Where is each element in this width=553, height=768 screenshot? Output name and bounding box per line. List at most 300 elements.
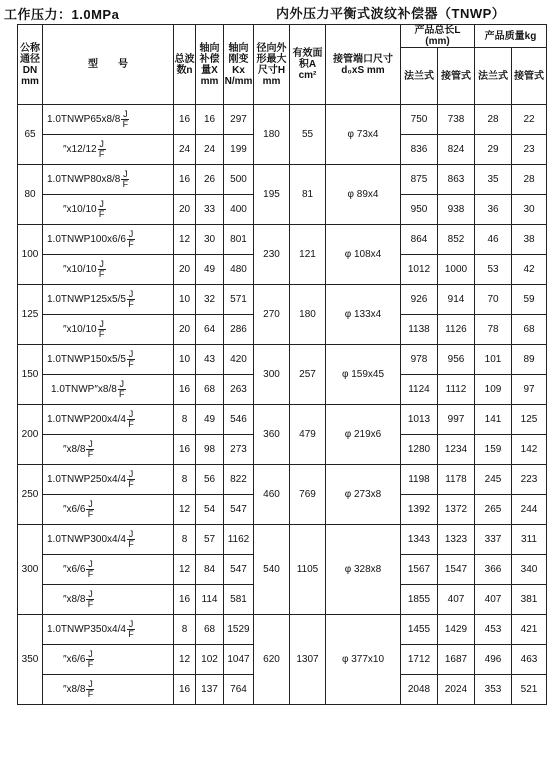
type-fraction [98,260,106,279]
waves-cell: 16 [174,585,196,615]
length-pipe-cell: 2024 [438,675,475,705]
type-fraction [127,350,135,369]
length-pipe-cell: 1178 [438,465,475,495]
stiff-cell: 547 [224,555,254,585]
length-pipe-cell: 997 [438,405,475,435]
length-pipe-cell: 407 [438,585,475,615]
stiff-cell: 400 [224,195,254,225]
spec-table [17,24,547,705]
waves-cell: 12 [174,645,196,675]
length-pipe-cell: 1372 [438,495,475,525]
waves-cell: 20 [174,195,196,225]
weight-flange-cell: 453 [475,615,512,645]
model-text: 1.0TNWP200x4/4 [47,414,126,426]
col-length-pipe: 接管式 [438,48,475,105]
col-weight-flange: 法兰式 [475,48,512,105]
type-j: J [99,139,104,149]
weight-pipe-cell: 340 [512,555,547,585]
length-flange-cell: 1455 [401,615,438,645]
stiff-cell: 297 [224,105,254,135]
type-f: F [128,479,134,489]
type-j: J [128,289,134,299]
pipe-cell: φ 377x10 [326,615,401,705]
weight-pipe-cell: 30 [512,195,547,225]
waves-cell: 12 [174,495,196,525]
col-dn: 公称通径DN mm [18,25,43,105]
weight-pipe-cell: 125 [512,405,547,435]
weight-flange-cell: 245 [475,465,512,495]
waves-cell: 16 [174,375,196,405]
col-waves: 总波数n [174,25,196,105]
weight-pipe-cell: 244 [512,495,547,525]
length-flange-cell: 1392 [401,495,438,525]
model-text: 1.0TNWP100x6/6 [47,234,126,246]
waves-cell: 16 [174,675,196,705]
stiff-cell: 500 [224,165,254,195]
type-fraction [127,470,135,489]
type-fraction [127,290,135,309]
dn-cell: 65 [18,105,43,165]
type-fraction [127,620,135,639]
weight-flange-cell: 159 [475,435,512,465]
type-j: J [128,529,134,539]
pipe-cell: φ 328x8 [326,525,401,615]
type-j: J [123,109,128,119]
type-f: F [128,539,134,549]
type-fraction [86,680,94,699]
dn-cell: 300 [18,525,43,615]
col-comp: 轴向补偿量X mm [196,25,224,105]
od-cell: 180 [254,105,290,165]
comp-cell: 68 [196,375,224,405]
table-row [18,285,547,315]
type-f: F [128,419,134,429]
stiff-cell: 801 [224,225,254,255]
length-pipe-cell: 1429 [438,615,475,645]
length-flange-cell: 926 [401,285,438,315]
stiff-cell: 480 [224,255,254,285]
comp-cell: 30 [196,225,224,255]
table-title: 内外压力平衡式波纹补偿器（TNWP） [276,6,506,21]
model-cell [43,315,174,345]
weight-flange-cell: 36 [475,195,512,225]
dn-cell: 80 [18,165,43,225]
weight-pipe-cell: 223 [512,465,547,495]
weight-flange-cell: 141 [475,405,512,435]
area-cell: 81 [290,165,326,225]
dn-cell: 200 [18,405,43,465]
model-cell [43,555,174,585]
weight-flange-cell: 101 [475,345,512,375]
stiff-cell: 286 [224,315,254,345]
table-row [18,405,547,435]
type-fraction [127,410,135,429]
waves-cell: 16 [174,435,196,465]
type-fraction [86,560,94,579]
comp-cell: 56 [196,465,224,495]
weight-flange-cell: 28 [475,105,512,135]
pipe-cell: φ 273x8 [326,465,401,525]
type-fraction [98,320,106,339]
weight-flange-cell: 53 [475,255,512,285]
stiff-cell: 199 [224,135,254,165]
type-fraction [98,200,106,219]
comp-cell: 102 [196,645,224,675]
model-text: 1.0TNWP150x5/5 [47,354,126,366]
weight-pipe-cell: 42 [512,255,547,285]
length-flange-cell: 836 [401,135,438,165]
type-fraction [98,140,106,159]
type-f: F [128,629,134,639]
stiff-cell: 764 [224,675,254,705]
table-row [18,615,547,645]
weight-pipe-cell: 97 [512,375,547,405]
type-fraction [127,530,135,549]
stiff-cell: 581 [224,585,254,615]
length-flange-cell: 1124 [401,375,438,405]
type-f: F [122,179,129,189]
length-pipe-cell: 863 [438,165,475,195]
stiff-cell: 571 [224,285,254,315]
type-f: F [87,449,94,459]
length-flange-cell: 978 [401,345,438,375]
length-flange-cell: 750 [401,105,438,135]
stiff-cell: 420 [224,345,254,375]
type-j: J [99,199,104,209]
type-f: F [87,569,94,579]
model-cell [43,615,174,645]
weight-pipe-cell: 421 [512,615,547,645]
dn-cell: 125 [18,285,43,345]
model-text: 1.0TNWP65x8/8 [47,114,121,126]
dn-cell: 100 [18,225,43,285]
length-pipe-cell: 914 [438,285,475,315]
length-pipe-cell: 1126 [438,315,475,345]
dn-cell: 350 [18,615,43,705]
waves-cell: 12 [174,225,196,255]
waves-cell: 10 [174,285,196,315]
area-cell: 55 [290,105,326,165]
type-j: J [88,499,93,509]
length-pipe-cell: 1547 [438,555,475,585]
col-pipe: 接管端口尺寸d₀xS mm [326,25,401,105]
model-text: ″x8/8 [63,594,86,606]
od-cell: 195 [254,165,290,225]
comp-cell: 26 [196,165,224,195]
col-weight: 产品质量kg [475,25,547,48]
comp-cell: 98 [196,435,224,465]
col-od: 径向外形最大尺寸H mm [254,25,290,105]
table-row [18,525,547,555]
type-j: J [123,169,128,179]
model-cell [43,345,174,375]
weight-flange-cell: 35 [475,165,512,195]
od-cell: 540 [254,525,290,615]
weight-flange-cell: 46 [475,225,512,255]
waves-cell: 20 [174,255,196,285]
type-f: F [98,209,105,219]
page-header [0,0,553,22]
type-f: F [87,509,94,519]
model-cell [43,675,174,705]
weight-flange-cell: 29 [475,135,512,165]
comp-cell: 32 [196,285,224,315]
comp-cell: 57 [196,525,224,555]
length-flange-cell: 1198 [401,465,438,495]
model-cell [43,495,174,525]
od-cell: 230 [254,225,290,285]
table-row [18,225,547,255]
pipe-cell: φ 89x4 [326,165,401,225]
comp-cell: 54 [196,495,224,525]
comp-cell: 114 [196,585,224,615]
col-length: 产品总长L (mm) [401,25,475,48]
comp-cell: 137 [196,675,224,705]
area-cell: 1307 [290,615,326,705]
area-cell: 121 [290,225,326,285]
model-cell [43,105,174,135]
weight-pipe-cell: 38 [512,225,547,255]
waves-cell: 8 [174,525,196,555]
weight-flange-cell: 337 [475,525,512,555]
waves-cell: 20 [174,315,196,345]
weight-flange-cell: 353 [475,675,512,705]
weight-flange-cell: 109 [475,375,512,405]
comp-cell: 49 [196,255,224,285]
waves-cell: 10 [174,345,196,375]
weight-flange-cell: 70 [475,285,512,315]
dn-cell: 250 [18,465,43,525]
table-row [18,345,547,375]
model-text: 1.0TNWP350x4/4 [47,624,126,636]
model-cell [43,405,174,435]
model-text: 1.0TNWP250x4/4 [47,474,126,486]
type-fraction [127,230,135,249]
length-flange-cell: 875 [401,165,438,195]
model-cell [43,195,174,225]
length-flange-cell: 1343 [401,525,438,555]
model-text: 1.0TNWP125x5/5 [47,294,126,306]
length-flange-cell: 1138 [401,315,438,345]
type-fraction [86,500,94,519]
dn-cell: 150 [18,345,43,405]
length-flange-cell: 1567 [401,555,438,585]
model-cell [43,585,174,615]
length-pipe-cell: 956 [438,345,475,375]
comp-cell: 49 [196,405,224,435]
model-cell [43,135,174,165]
model-text: ″x8/8 [63,684,86,696]
waves-cell: 12 [174,555,196,585]
type-j: J [128,409,134,419]
waves-cell: 16 [174,165,196,195]
stiff-cell: 546 [224,405,254,435]
type-j: J [99,259,104,269]
type-j: J [88,559,93,569]
model-text: 1.0TNWP″x8/8 [51,384,117,396]
type-j: J [88,439,93,449]
model-text: ″x8/8 [63,444,86,456]
weight-pipe-cell: 381 [512,585,547,615]
weight-flange-cell: 78 [475,315,512,345]
type-fraction [86,650,94,669]
type-j: J [128,349,134,359]
type-f: F [128,239,134,249]
model-cell [43,645,174,675]
col-model: 型 号 [43,25,174,105]
comp-cell: 68 [196,615,224,645]
col-stiff: 轴向刚变Kx N/mm [224,25,254,105]
type-f: F [119,389,125,399]
working-pressure: 工作压力：1.0MPa [4,7,120,22]
length-pipe-cell: 738 [438,105,475,135]
type-j: J [128,469,134,479]
stiff-cell: 273 [224,435,254,465]
length-flange-cell: 2048 [401,675,438,705]
length-flange-cell: 1855 [401,585,438,615]
type-f: F [98,149,105,159]
type-fraction [121,170,129,189]
stiff-cell: 1047 [224,645,254,675]
weight-pipe-cell: 89 [512,345,547,375]
model-cell [43,435,174,465]
type-f: F [128,299,134,309]
weight-flange-cell: 496 [475,645,512,675]
stiff-cell: 547 [224,495,254,525]
type-f: F [87,599,94,609]
type-j: J [99,319,104,329]
weight-pipe-cell: 142 [512,435,547,465]
od-cell: 460 [254,465,290,525]
weight-pipe-cell: 68 [512,315,547,345]
type-j: J [88,679,93,689]
length-flange-cell: 1280 [401,435,438,465]
stiff-cell: 1529 [224,615,254,645]
model-text: ″x10/10 [63,264,97,276]
col-area: 有效面积A cm² [290,25,326,105]
length-pipe-cell: 1323 [438,525,475,555]
od-cell: 360 [254,405,290,465]
comp-cell: 84 [196,555,224,585]
model-text: ″x6/6 [63,654,86,666]
weight-flange-cell: 366 [475,555,512,585]
waves-cell: 8 [174,405,196,435]
type-j: J [119,379,125,389]
area-cell: 479 [290,405,326,465]
length-pipe-cell: 1000 [438,255,475,285]
model-text: ″x10/10 [63,204,97,216]
od-cell: 620 [254,615,290,705]
type-fraction [118,380,126,399]
length-flange-cell: 864 [401,225,438,255]
length-pipe-cell: 1234 [438,435,475,465]
od-cell: 270 [254,285,290,345]
type-j: J [88,649,93,659]
pipe-cell: φ 133x4 [326,285,401,345]
model-cell [43,285,174,315]
type-f: F [122,119,129,129]
model-cell [43,465,174,495]
type-f: F [98,329,105,339]
comp-cell: 24 [196,135,224,165]
length-flange-cell: 1013 [401,405,438,435]
model-text: 1.0TNWP300x4/4 [47,534,126,546]
table-row [18,165,547,195]
length-flange-cell: 1712 [401,645,438,675]
pipe-cell: φ 108x4 [326,225,401,285]
weight-pipe-cell: 463 [512,645,547,675]
area-cell: 257 [290,345,326,405]
col-weight-pipe: 接管式 [512,48,547,105]
od-cell: 300 [254,345,290,405]
weight-pipe-cell: 59 [512,285,547,315]
table-body [18,105,547,705]
model-text: ″x6/6 [63,504,86,516]
type-j: J [128,619,134,629]
stiff-cell: 1162 [224,525,254,555]
type-f: F [128,359,134,369]
length-pipe-cell: 824 [438,135,475,165]
pipe-cell: φ 73x4 [326,105,401,165]
model-cell [43,255,174,285]
pipe-cell: φ 219x6 [326,405,401,465]
col-length-flange: 法兰式 [401,48,438,105]
type-fraction [86,440,94,459]
type-fraction [86,590,94,609]
weight-pipe-cell: 28 [512,165,547,195]
weight-pipe-cell: 22 [512,105,547,135]
weight-pipe-cell: 311 [512,525,547,555]
pipe-cell: φ 159x45 [326,345,401,405]
weight-pipe-cell: 23 [512,135,547,165]
type-j: J [128,229,134,239]
model-cell [43,165,174,195]
table-row [18,465,547,495]
length-pipe-cell: 938 [438,195,475,225]
weight-flange-cell: 265 [475,495,512,525]
stiff-cell: 822 [224,465,254,495]
weight-flange-cell: 407 [475,585,512,615]
model-text: ″x6/6 [63,564,86,576]
area-cell: 1105 [290,525,326,615]
stiff-cell: 263 [224,375,254,405]
comp-cell: 64 [196,315,224,345]
comp-cell: 16 [196,105,224,135]
model-text: 1.0TNWP80x8/8 [47,174,121,186]
length-pipe-cell: 1687 [438,645,475,675]
type-f: F [87,689,94,699]
area-cell: 769 [290,465,326,525]
length-pipe-cell: 852 [438,225,475,255]
length-flange-cell: 1012 [401,255,438,285]
waves-cell: 8 [174,465,196,495]
weight-pipe-cell: 521 [512,675,547,705]
comp-cell: 43 [196,345,224,375]
table-row [18,105,547,135]
length-flange-cell: 950 [401,195,438,225]
type-f: F [98,269,105,279]
waves-cell: 8 [174,615,196,645]
length-pipe-cell: 1112 [438,375,475,405]
type-fraction [121,110,129,129]
model-cell [43,375,174,405]
type-j: J [88,589,93,599]
model-text: ″x12/12 [63,144,97,156]
model-cell [43,225,174,255]
waves-cell: 24 [174,135,196,165]
type-f: F [87,659,94,669]
model-text: ″x10/10 [63,324,97,336]
